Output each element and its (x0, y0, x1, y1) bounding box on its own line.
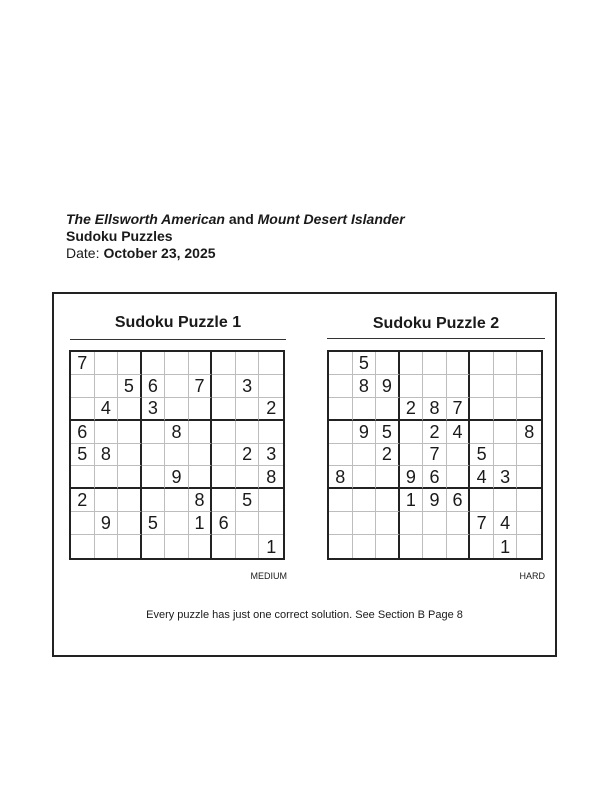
page-subtitle: Sudoku Puzzles (66, 228, 173, 244)
sudoku-cell (212, 352, 236, 375)
sudoku-cell (236, 421, 260, 444)
sudoku-cell: 2 (259, 398, 283, 421)
sudoku-cell: 5 (71, 444, 95, 467)
sudoku-cell (165, 535, 189, 558)
sudoku-cell (189, 535, 213, 558)
sudoku-cell (95, 535, 119, 558)
sudoku-cell (165, 512, 189, 535)
sudoku-cell (494, 489, 518, 512)
sudoku-cell (470, 398, 494, 421)
sudoku-cell (142, 466, 166, 489)
puzzle-2-title-rule (327, 338, 545, 339)
sudoku-cell: 2 (236, 444, 260, 467)
sudoku-cell (494, 375, 518, 398)
sudoku-cell: 2 (400, 398, 424, 421)
sudoku-cell (447, 535, 471, 558)
sudoku-cell (470, 489, 494, 512)
sudoku-cell (212, 466, 236, 489)
sudoku-cell: 3 (259, 444, 283, 467)
sudoku-cell (470, 375, 494, 398)
sudoku-cell: 7 (189, 375, 213, 398)
publication-name-2: Mount Desert Islander (257, 211, 405, 227)
sudoku-cell (259, 352, 283, 375)
sudoku-cell: 7 (71, 352, 95, 375)
sudoku-cell (165, 352, 189, 375)
sudoku-cell (71, 535, 95, 558)
sudoku-cell: 9 (95, 512, 119, 535)
sudoku-cell (400, 444, 424, 467)
sudoku-cell (212, 398, 236, 421)
sudoku-cell: 8 (165, 421, 189, 444)
puzzle-1-difficulty: MEDIUM (250, 571, 287, 581)
sudoku-cell: 5 (118, 375, 142, 398)
sudoku-cell (212, 421, 236, 444)
sudoku-cell (517, 489, 541, 512)
sudoku-cell: 5 (236, 489, 260, 512)
sudoku-cell (376, 352, 400, 375)
sudoku-cell: 8 (95, 444, 119, 467)
sudoku-cell (353, 398, 377, 421)
sudoku-cell (353, 466, 377, 489)
sudoku-cell: 6 (212, 512, 236, 535)
sudoku-cell: 9 (400, 466, 424, 489)
sudoku-cell (259, 375, 283, 398)
sudoku-cell (400, 421, 424, 444)
sudoku-cell (118, 421, 142, 444)
sudoku-cell (189, 398, 213, 421)
footer-note: Every puzzle has just one correct solution. See Section B Page 8 (146, 609, 463, 621)
sudoku-cell (376, 466, 400, 489)
sudoku-cell (423, 352, 447, 375)
sudoku-cell (142, 535, 166, 558)
sudoku-cell (494, 398, 518, 421)
sudoku-cell (353, 444, 377, 467)
sudoku-cell (259, 512, 283, 535)
sudoku-cell: 1 (494, 535, 518, 558)
sudoku-cell: 2 (376, 444, 400, 467)
sudoku-cell (165, 444, 189, 467)
sudoku-cell: 6 (423, 466, 447, 489)
sudoku-cell (95, 352, 119, 375)
sudoku-cell (329, 421, 353, 444)
sudoku-cell (423, 512, 447, 535)
sudoku-cell: 5 (376, 421, 400, 444)
sudoku-cell (212, 444, 236, 467)
sudoku-cell: 3 (142, 398, 166, 421)
sudoku-cell: 4 (494, 512, 518, 535)
puzzle-1-title: Sudoku Puzzle 1 (114, 314, 242, 331)
publication-line (66, 211, 405, 228)
sudoku-cell (189, 444, 213, 467)
sudoku-cell (353, 489, 377, 512)
date-line (66, 245, 405, 262)
sudoku-cell (447, 352, 471, 375)
sudoku-cell (517, 375, 541, 398)
sudoku-cell (329, 512, 353, 535)
sudoku-cell (165, 375, 189, 398)
sudoku-cell: 1 (189, 512, 213, 535)
sudoku-cell (236, 535, 260, 558)
sudoku-cell (329, 489, 353, 512)
sudoku-cell: 9 (423, 489, 447, 512)
sudoku-cell (470, 535, 494, 558)
sudoku-cell (259, 489, 283, 512)
sudoku-cell: 4 (447, 421, 471, 444)
sudoku-cell (329, 352, 353, 375)
sudoku-cell: 3 (236, 375, 260, 398)
sudoku-cell (447, 466, 471, 489)
sudoku-cell: 1 (266, 536, 277, 557)
sudoku-cell (71, 466, 95, 489)
sudoku-cell (353, 535, 377, 558)
sudoku-cell (189, 352, 213, 375)
sudoku-cell (376, 535, 400, 558)
sudoku-cell (118, 352, 142, 375)
sudoku-cell: 9 (165, 466, 189, 489)
sudoku-cell: 5 (353, 352, 377, 375)
sudoku-cell (517, 398, 541, 421)
sudoku-cell (118, 444, 142, 467)
sudoku-cell (142, 444, 166, 467)
sudoku-cell: 6 (142, 375, 166, 398)
sudoku-cell: 9 (353, 421, 377, 444)
sudoku-cell (447, 375, 471, 398)
sudoku-cell (517, 352, 541, 375)
sudoku-cell (517, 512, 541, 535)
sudoku-cell (189, 466, 213, 489)
sudoku-cell: 6 (71, 421, 95, 444)
sudoku-cell: 5 (470, 444, 494, 467)
sudoku-cell (447, 444, 471, 467)
sudoku-cell (376, 398, 400, 421)
sudoku-cell: 7 (470, 512, 494, 535)
sudoku-cell (353, 512, 377, 535)
sudoku-cell (423, 375, 447, 398)
sudoku-cell (95, 421, 119, 444)
sudoku-cell (494, 444, 518, 467)
sudoku-cell (494, 421, 518, 444)
sudoku-cell (400, 512, 424, 535)
sudoku-cell (517, 466, 541, 489)
sudoku-cell: 4 (95, 398, 119, 421)
sudoku-cell: 2 (423, 421, 447, 444)
sudoku-cell (71, 512, 95, 535)
sudoku-cell (118, 489, 142, 512)
sudoku-cell: 4 (470, 466, 494, 489)
puzzle-2-difficulty: HARD (519, 571, 545, 581)
sudoku-cell (236, 352, 260, 375)
sudoku-cell (400, 352, 424, 375)
sudoku-cell (376, 512, 400, 535)
sudoku-cell: 7 (447, 398, 471, 421)
sudoku-cell (118, 512, 142, 535)
sudoku-cell (142, 489, 166, 512)
sudoku-cell (71, 375, 95, 398)
puzzle-2-grid (327, 350, 543, 560)
sudoku-cell (470, 421, 494, 444)
sudoku-cell: 8 (353, 375, 377, 398)
publication-name-1: The Ellsworth American (66, 211, 225, 227)
sudoku-cell (142, 352, 166, 375)
sudoku-cell (212, 375, 236, 398)
sudoku-cell: 8 (259, 466, 283, 489)
publication-and: and (228, 211, 254, 227)
sudoku-cell (95, 466, 119, 489)
sudoku-cell (447, 512, 471, 535)
sudoku-cell (236, 466, 260, 489)
sudoku-cell (329, 535, 353, 558)
sudoku-cell (189, 421, 213, 444)
puzzle-2-title: Sudoku Puzzle 2 (372, 315, 500, 332)
page-header (66, 211, 405, 262)
sudoku-cell: 3 (494, 466, 518, 489)
sudoku-cell (517, 535, 541, 558)
sudoku-cell (118, 535, 142, 558)
sudoku-cell (236, 512, 260, 535)
sudoku-cell (142, 421, 166, 444)
sudoku-cell (236, 398, 260, 421)
sudoku-cell (329, 444, 353, 467)
sudoku-cell: 6 (447, 489, 471, 512)
sudoku-cell (400, 535, 424, 558)
sudoku-cell (71, 398, 95, 421)
date-value: October 23, 2025 (103, 245, 216, 261)
sudoku-cell: 8 (517, 421, 541, 444)
sudoku-cell: 2 (71, 489, 95, 512)
sudoku-cell (118, 466, 142, 489)
sudoku-cell: 8 (329, 466, 353, 489)
sudoku-cell (400, 375, 424, 398)
sudoku-cell: 8 (189, 489, 213, 512)
sudoku-cell (95, 489, 119, 512)
sudoku-cell (212, 489, 236, 512)
sudoku-cell: 9 (376, 375, 400, 398)
sudoku-cell: 5 (142, 512, 166, 535)
sudoku-cell: 8 (423, 398, 447, 421)
sudoku-cell (517, 444, 541, 467)
sudoku-cell (329, 398, 353, 421)
puzzle-1-grid (69, 350, 285, 560)
sudoku-cell (118, 398, 142, 421)
sudoku-cell (212, 535, 236, 558)
date-label: Date: (66, 245, 100, 261)
sudoku-cell (376, 489, 400, 512)
sudoku-cell: 1 (400, 489, 424, 512)
sudoku-cell (494, 352, 518, 375)
sudoku-cell: 7 (423, 444, 447, 467)
sudoku-cell (329, 375, 353, 398)
sudoku-cell (165, 398, 189, 421)
puzzle-1-title-rule (70, 339, 286, 340)
sudoku-cell (470, 352, 494, 375)
sudoku-cell (259, 421, 283, 444)
sudoku-cell (165, 489, 189, 512)
sudoku-cell (95, 375, 119, 398)
sudoku-cell (423, 535, 447, 558)
